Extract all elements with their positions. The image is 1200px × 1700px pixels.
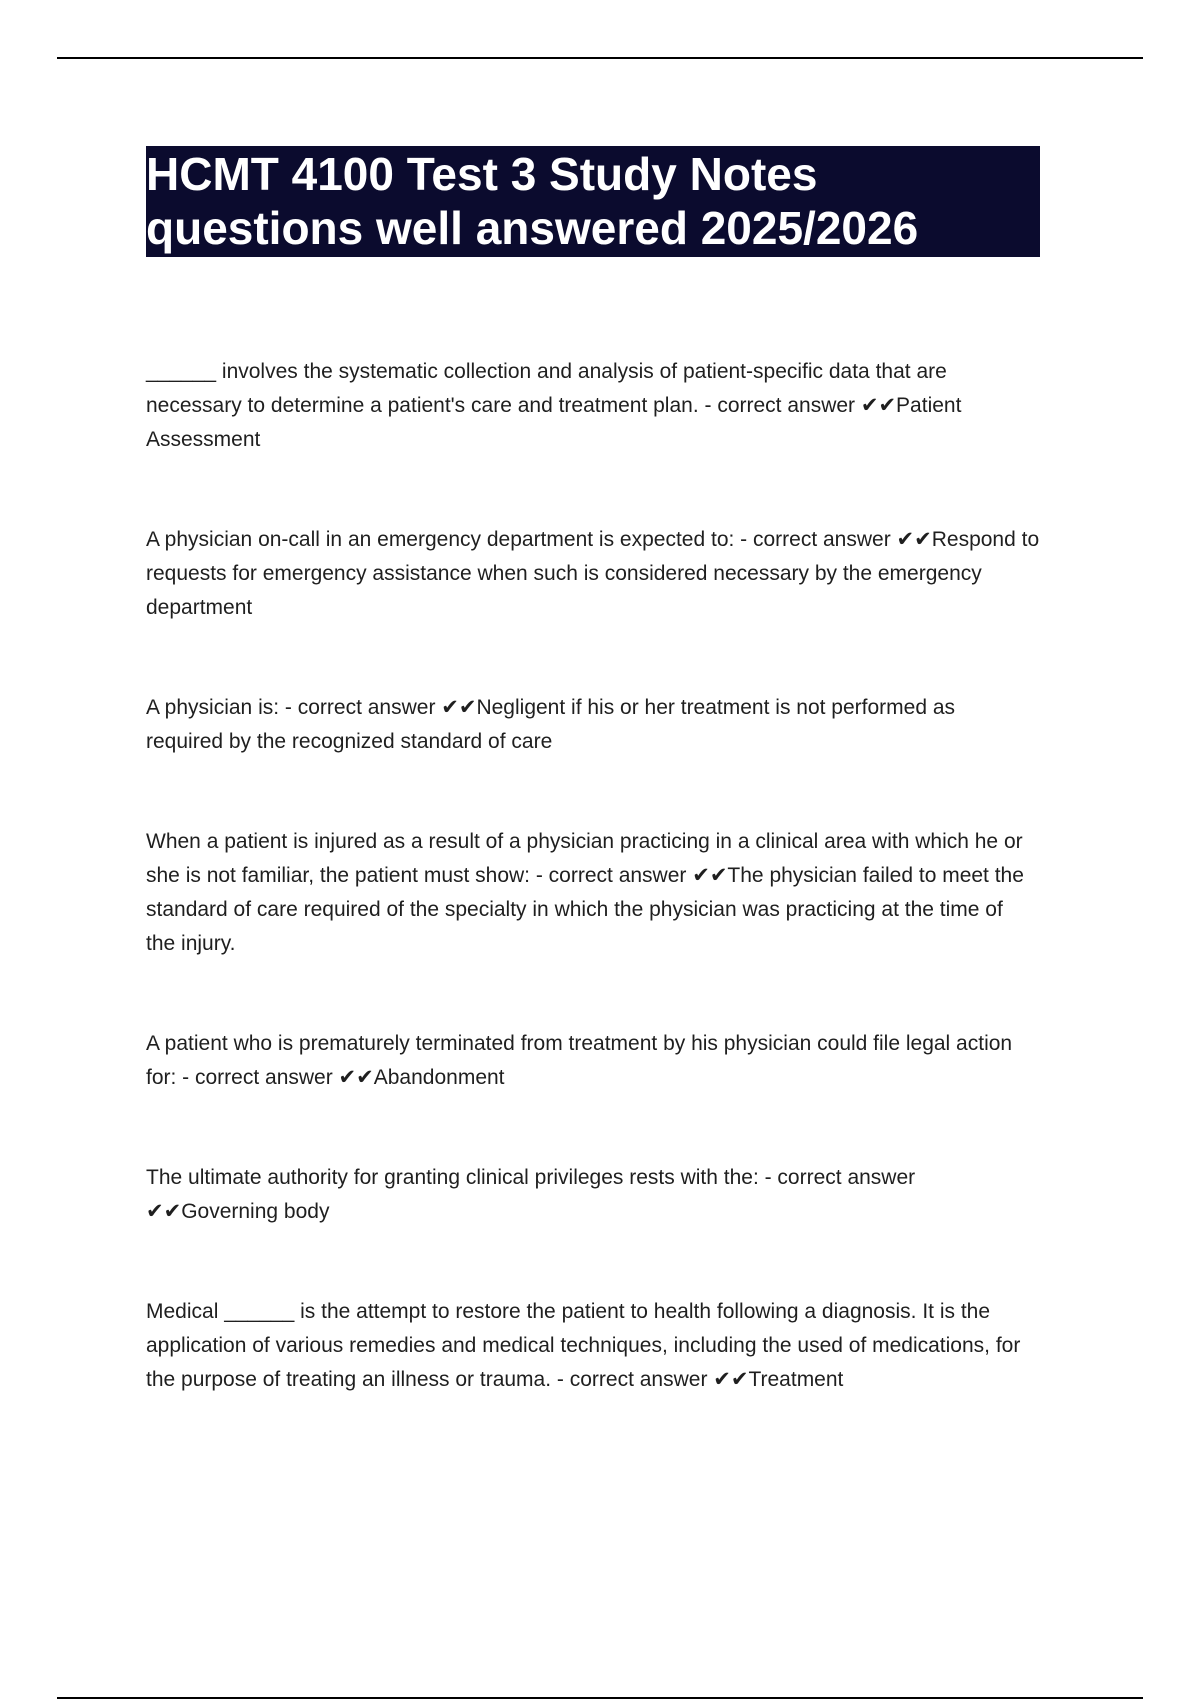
top-divider <box>57 57 1143 59</box>
qa-item-5 <box>146 1027 1096 1095</box>
qa-item-2-line-2: requests for emergency assistance when such is considered necessary by the emergency <box>146 562 982 585</box>
qa-item-3 <box>146 691 1096 759</box>
qa-item-6-line-1: The ultimate authority for granting clinical privileges rests with the: - correct answer <box>146 1166 916 1189</box>
qa-item-7-line-1: Medical ______ is the attempt to restore the patient to health following a diagnosis. It is the <box>146 1300 991 1323</box>
qa-item-2-line-1: A physician on-call in an emergency department is expected to: - correct answer ✔✔Respond to <box>146 528 1040 551</box>
qa-item-1-line-2: necessary to determine a patient's care and treatment plan. - correct answer ✔✔Patient <box>146 394 962 417</box>
qa-item-4-line-1: When a patient is injured as a result of a physician practicing in a clinical area with which he or <box>146 830 1023 853</box>
document-title-banner <box>146 146 1040 257</box>
document-title-line-1: HCMT 4100 Test 3 Study Notes <box>146 148 818 200</box>
document-title-line-2: questions well answered 2025/2026 <box>146 202 919 254</box>
qa-item-7-line-3: the purpose of treating an illness or trauma. - correct answer ✔✔Treatment <box>146 1368 844 1391</box>
qa-item-4-line-4: the injury. <box>146 932 236 955</box>
qa-item-3-line-2: required by the recognized standard of care <box>146 730 553 753</box>
qa-item-4 <box>146 825 1096 961</box>
qa-item-5-line-2: for: - correct answer ✔✔Abandonment <box>146 1066 505 1089</box>
qa-item-2-line-3: department <box>146 596 253 619</box>
qa-item-4-line-2: she is not familiar, the patient must show: - correct answer ✔✔The physician failed to meet the <box>146 864 1024 887</box>
qa-item-7-line-2: application of various remedies and medical techniques, including the used of medications, for <box>146 1334 1021 1357</box>
qa-item-5-line-1: A patient who is prematurely terminated from treatment by his physician could file legal action <box>146 1032 1013 1055</box>
qa-item-3-line-1: A physician is: - correct answer ✔✔Negligent if his or her treatment is not performed as <box>146 696 956 719</box>
qa-item-4-line-3: standard of care required of the specialty in which the physician was practicing at the time of <box>146 898 1003 921</box>
qa-item-2 <box>146 523 1096 625</box>
qa-item-1-line-3: Assessment <box>146 428 261 451</box>
qa-item-1 <box>146 355 1096 457</box>
qa-item-7 <box>146 1295 1096 1397</box>
qa-item-6 <box>146 1161 1096 1229</box>
qa-item-1-line-1: ______ involves the systematic collection and analysis of patient-specific data that are <box>146 360 947 383</box>
bottom-divider <box>57 1697 1143 1699</box>
qa-item-6-line-2: ✔✔Governing body <box>146 1200 330 1223</box>
